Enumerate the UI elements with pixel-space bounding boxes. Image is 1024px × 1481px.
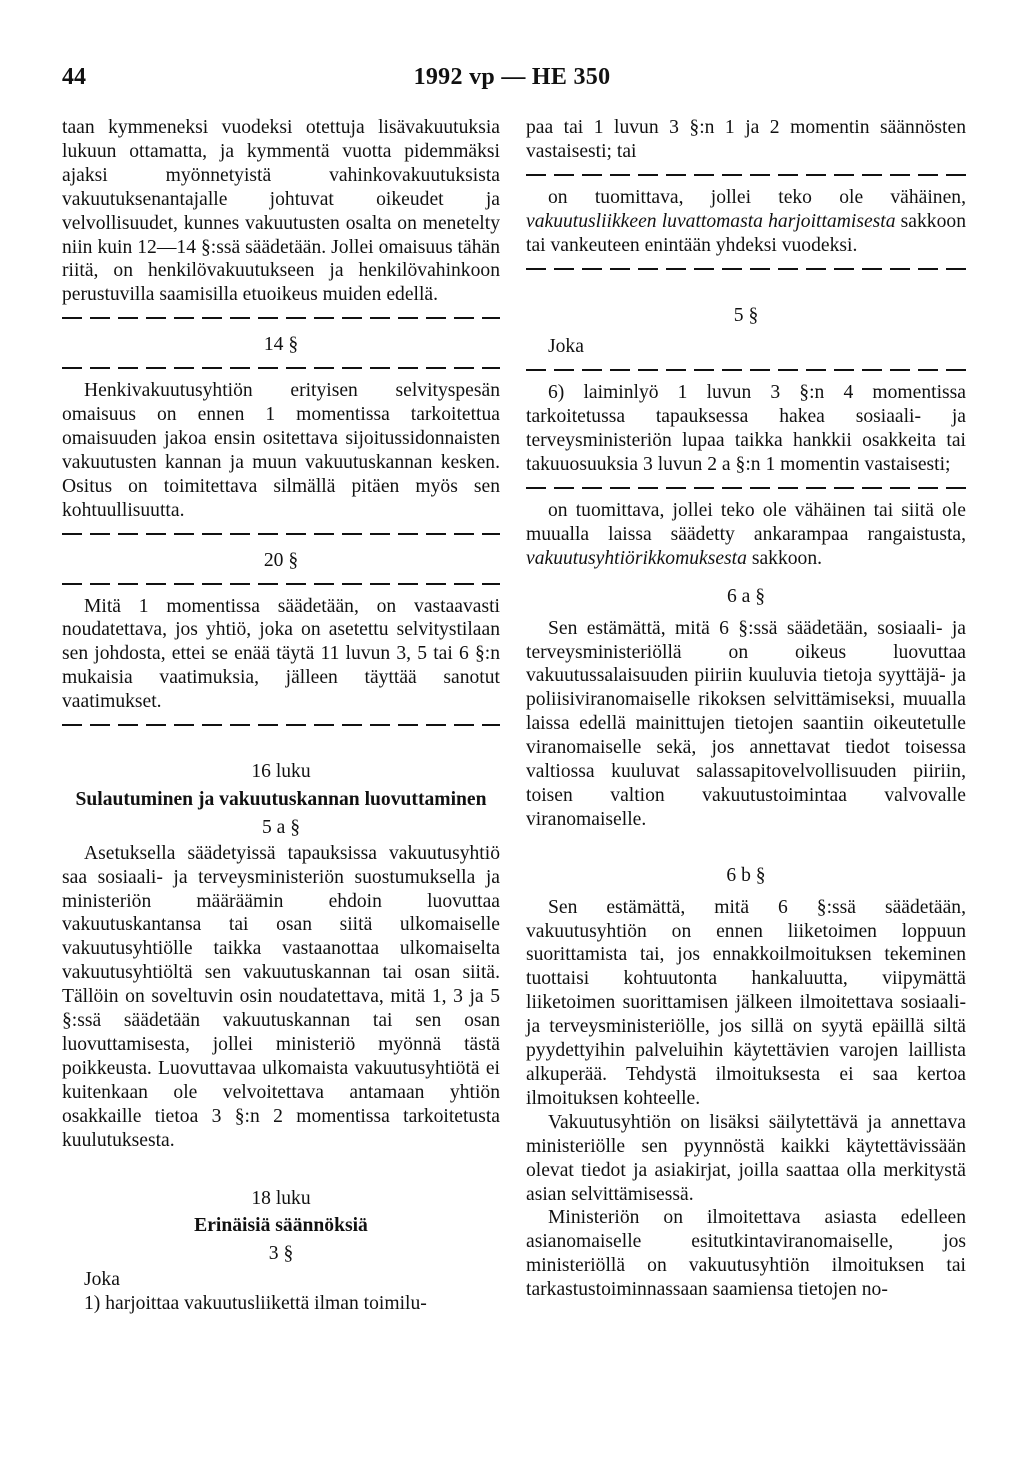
paragraph-section-14: Henkivakuutusyhtiön erityisen selvityspesän omaisuus on ennen 1 momentissa tarkoitettua omaisuuden jakoa ensin ositettava sijoitussidonnaisten vakuutusten kannan ja muun vakuutuskannan kesken. Ositus on toimitettava silmällä pitäen myös sen kohtuullisuutta. xyxy=(62,380,500,521)
paragraph-section-5a: Asetuksella säädetyissä tapauksissa vakuutusyhtiö saa sosiaali- ja terveysministeriön suostumuksella ja ministeriön määräämin ehdoin luovuttaa vakuutuskantansa tai osan siitä ulkomaiselle vakuutusyhtiölle taikka vastaanottaa ulkomaiselta vakuutusyhtiöltä sen vakuutuskannan tai osan siitä. Tällöin on soveltuvin osin noudatettava, mitä 1, 3 ja 5 §:ssä säädetään vakuutuskannan tai sen osan luovuttamisesta, jollei ministeriö myönnä tästä poikkeusta. Luovuttavaa ulkomaista vakuutusyhtiötä ei kuitenkaan ole velvoitettava antamaan yhtiön osakkaille tietoa 3 §:n 2 momentissa tarkoitetusta kuulutuksesta. xyxy=(62,842,500,1151)
omission-line xyxy=(62,583,500,585)
paragraph-section-6a: Sen estämättä, mitä 6 §:ssä säädetään, sosiaali- ja terveysministeriöllä on oikeus luovuttaa vakuutussalaisuuden piiriin kuuluvia tietoja syyttäjä- ja poliisiviranomaiselle rikoksen selvittämiseksi, muualla laissa edellä mainittujen tietojen saantiin oikeutetulle viranomaiselle sekä, jos annettavat tiedot toisessa valtiossa kuuluvat salassapitovelvollisuuden piiriin, toisen valtion vakuutustoimintaa valvovalle viranomaiselle. xyxy=(526,617,966,830)
paragraph-continuation: taan kymmeneksi vuodeksi otettuja lisävakuutuksia lukuun ottamatta, ja kymmentä vuotta pidemmäksi ajaksi myönnetyistä vahinkovakuutuksista vakuutuksenantajalle johtuvat oikeudet ja velvollisuudet, kunnes vakuutusten osalta on menetelty niin kuin 12—14 §:ssä säädetään. Jollei omaisuus tähän riitä, on henkilövakuutukseen ja henkilövahinkoon perustuvilla saamisilla etuoikeus muiden edellä. xyxy=(62,117,500,306)
left-column xyxy=(62,116,500,1316)
paragraph-section-6b-3: Ministeriön on ilmoitettava asiasta edelleen asianomaiselle esitutkintaviranomaiselle, jos ministeriöllä on vakuutusyhtiön ilmoituksen tai tarkastustoiminnassaan saamiensa tietojen no- xyxy=(526,1207,966,1301)
section-heading-20: 20 § xyxy=(263,549,299,571)
offense-name-italic: vakuutusyhtiörikkomuksesta xyxy=(526,547,747,569)
paragraph-section-20: Mitä 1 momentissa säädetään, on vastaavasti noudatettava, jos yhtiö, joka on asetettu selvitystilaan sen johdosta, ettei se enää täytä 11 luvun 3, 5 tai 6 §:n mukaisia vaatimuksia, jälleen täyttää sanotut vaatimukset. xyxy=(62,595,500,713)
paragraph-penalty-1 xyxy=(526,186,966,258)
page-number: 44 xyxy=(62,64,86,90)
page-header xyxy=(0,56,1024,92)
paragraph-section-6b-1: Sen estämättä, mitä 6 §:ssä säädetään, vakuutusyhtiön on ennen liiketoimen loppuun suorittamista tai, jos ennakkoilmoituksen tekeminen tuottaisi kohtuutonta hankaluutta, viipymättä liiketoimen suorittamisen jälkeen ilmoitettava sosiaali- ja terveysministeriölle, jos sillä on syytä epäillä siltä pyydettyihin palveluihin käytettävien varojen laillista alkuperää. Tehdystä ilmoituksesta ei saa kertoa ilmoituksen kohteelle. xyxy=(526,896,966,1109)
section-heading-5: 5 § xyxy=(733,304,759,326)
omission-line xyxy=(62,367,500,369)
chapter-title-16: Sulautuminen ja vakuutuskannan luovuttaminen xyxy=(75,788,487,810)
omission-line xyxy=(62,533,500,535)
section-heading-6a: 6 a § xyxy=(726,585,766,607)
section-heading-14: 14 § xyxy=(263,334,299,356)
section-heading-6b: 6 b § xyxy=(726,864,766,886)
section-heading-3: 3 § xyxy=(268,1243,294,1265)
paragraph-penalty-2 xyxy=(526,499,966,571)
omission-line xyxy=(62,724,500,726)
paragraph-section-6b-2: Vakuutusyhtiön on lisäksi säilytettävä ja annettava ministeriölle sen pyynnöstä kaikki käytettävissään olevat tiedot ja asiakirjat, joilla saattaa olla merkitystä asian selvittämisessä. xyxy=(526,1111,966,1205)
omission-line xyxy=(526,174,966,176)
running-title: 1992 vp — HE 350 xyxy=(413,64,611,90)
omission-line xyxy=(526,487,966,489)
text-run: on tuomittava, jollei teko ole vähäinen, xyxy=(548,186,966,208)
text-run: sakkoon tai vankeuteen enintään yhdeksi vuodeksi. xyxy=(526,210,966,256)
list-item-6: 6) laiminlyö 1 luvun 3 §:n 4 momentissa tarkoitetussa tapauksessa hakea sosiaali- ja terveysministeriön lupaa taikka hankkii osakkeita tai takuuosuuksia 3 luvun 2 a §:n 1 momentin vastaisesti; xyxy=(526,382,966,476)
omission-line xyxy=(526,369,966,371)
paragraph-continuation: paa tai 1 luvun 3 §:n 1 ja 2 momentin säännösten vastaisesti; tai xyxy=(526,117,966,162)
omission-line xyxy=(62,317,500,319)
chapter-heading-16: 16 luku xyxy=(251,761,311,783)
omission-line xyxy=(526,268,966,270)
right-column xyxy=(526,116,966,1302)
section-heading-5a: 5 a § xyxy=(261,816,301,838)
text-run: on tuomittava, jollei teko ole vähäinen tai siitä ole muualla laissa säädetty ankarampaa rangaistusta, xyxy=(526,499,966,545)
list-item-1: 1) harjoittaa vakuutusliikettä ilman toimilu- xyxy=(84,1293,427,1315)
paragraph-joka: Joka xyxy=(548,336,584,358)
paragraph-joka: Joka xyxy=(84,1269,120,1291)
text-run: sakkoon. xyxy=(746,547,823,569)
offense-name-italic: vakuutusliikkeen luvattomasta harjoittamisesta xyxy=(526,210,896,232)
chapter-title-18: Erinäisiä säännöksiä xyxy=(194,1215,368,1237)
chapter-heading-18: 18 luku xyxy=(251,1187,311,1209)
